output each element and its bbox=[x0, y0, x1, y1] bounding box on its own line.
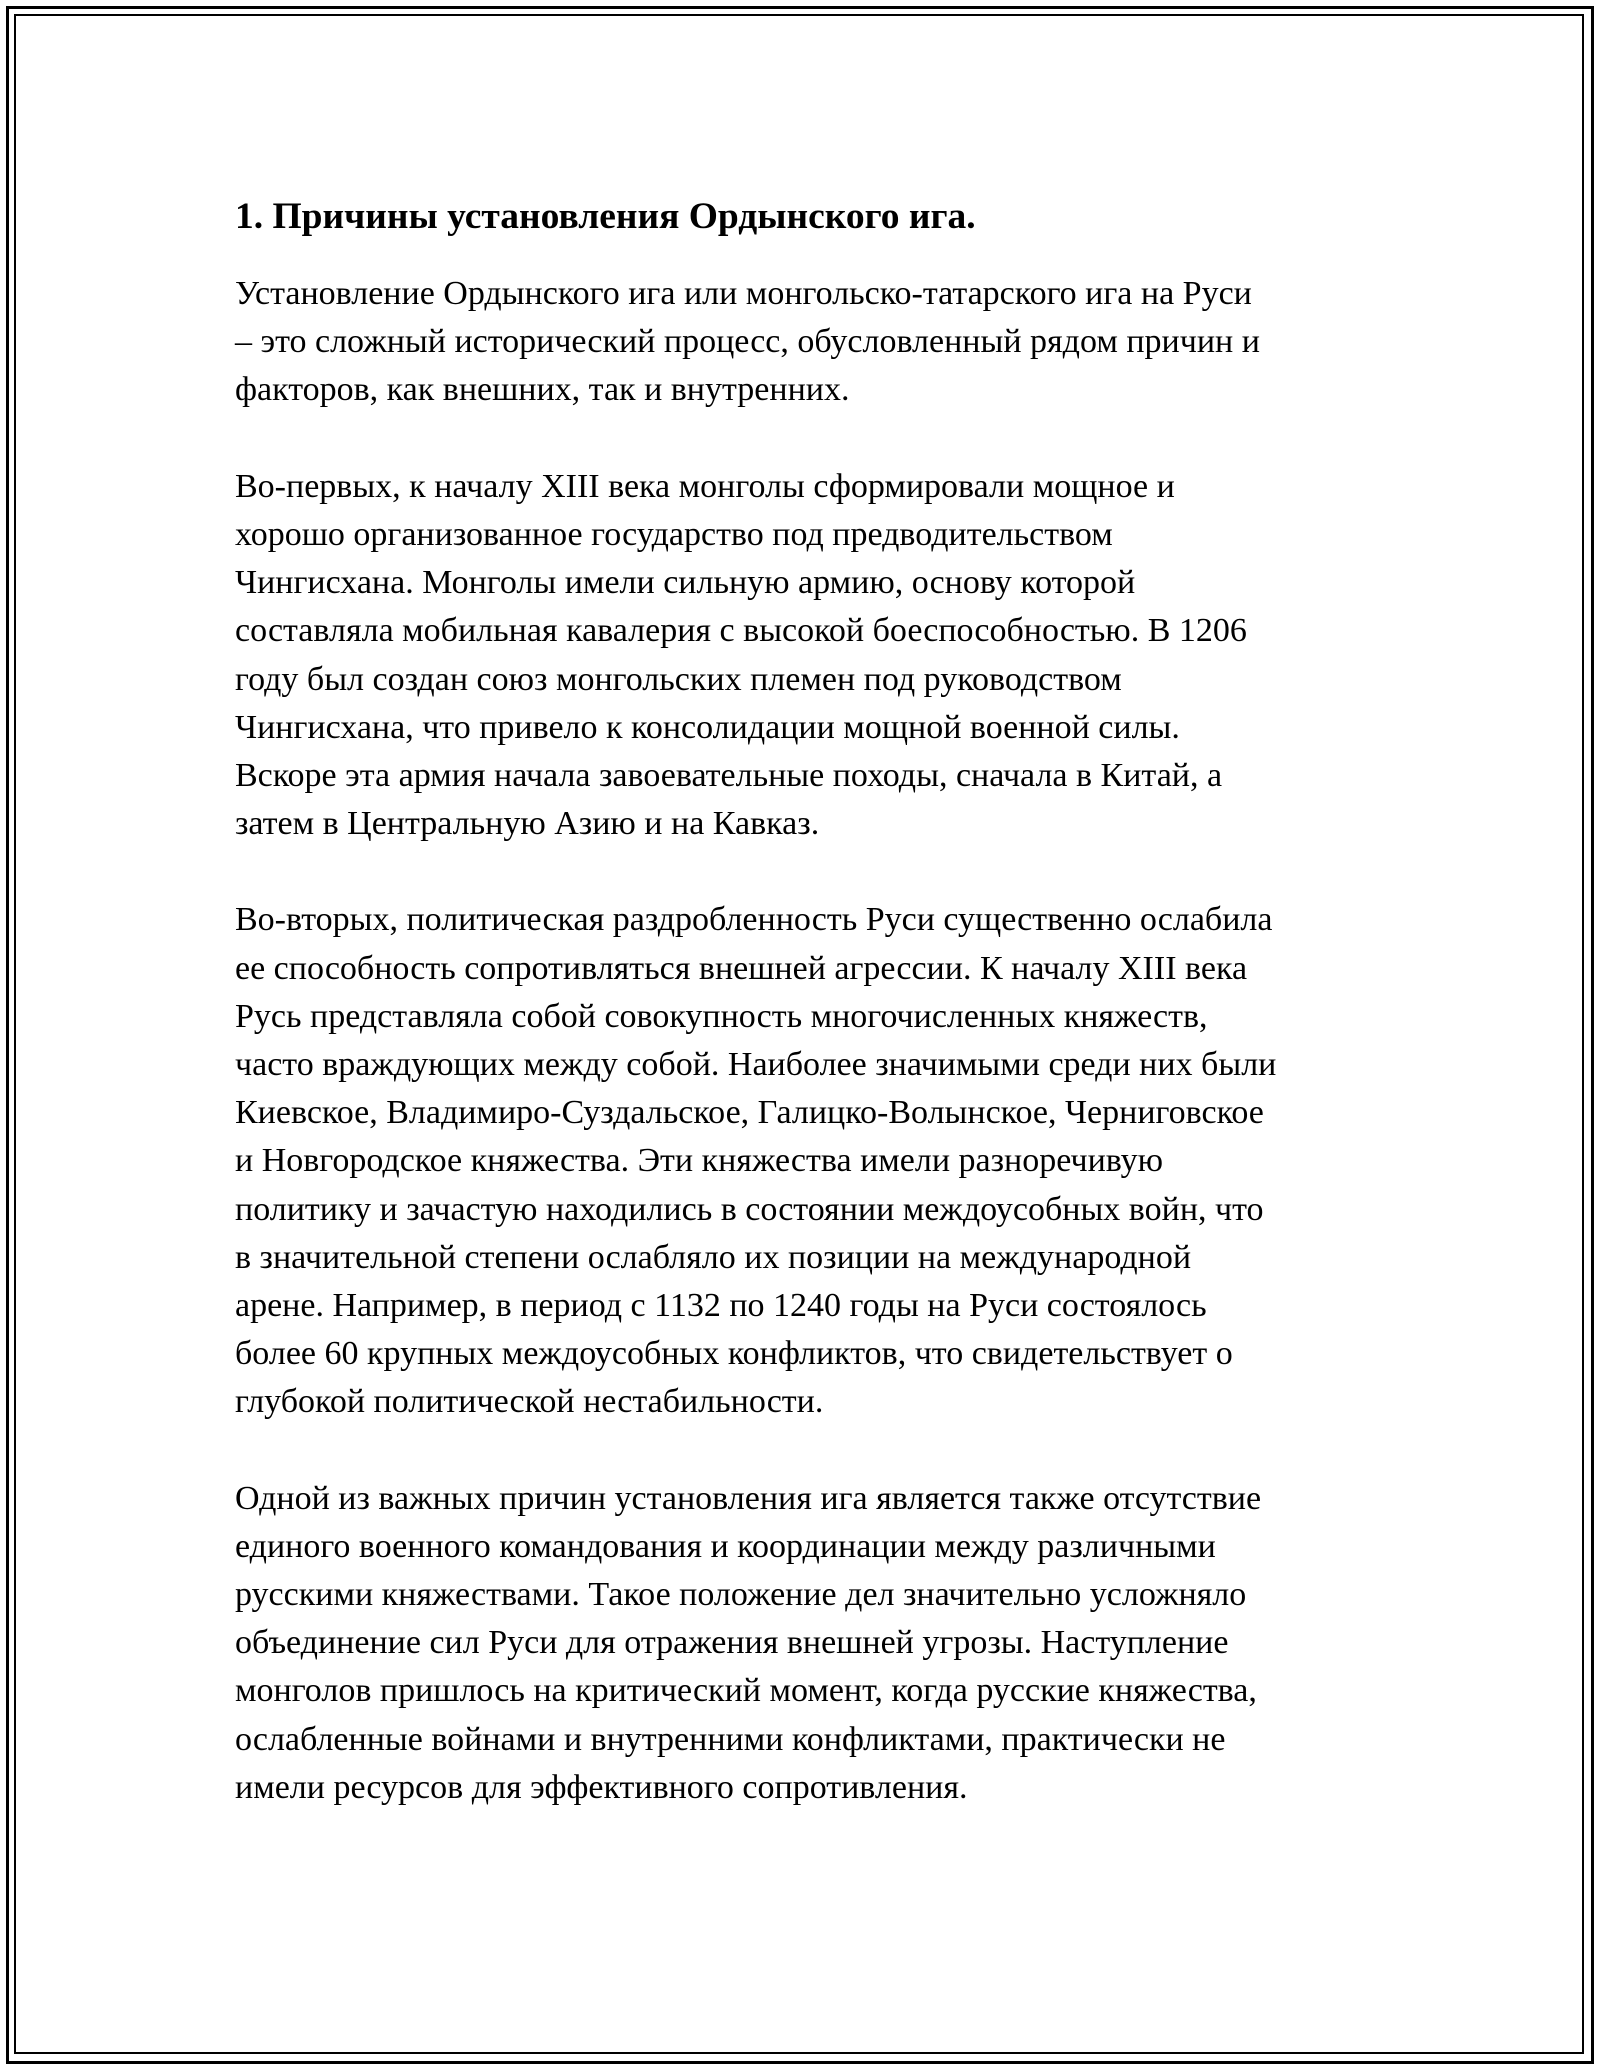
paragraph-intro bbox=[235, 270, 1385, 415]
paragraph-first-reason bbox=[235, 463, 1385, 849]
text-line: русскими княжествами. Такое положение дел значительно усложняло bbox=[235, 1576, 1247, 1614]
document-body bbox=[235, 192, 1385, 1860]
text-line: Русь представляла собой совокупность многочисленных княжеств, bbox=[235, 997, 1208, 1035]
text-line: Чингисхана. Монголы имели сильную армию, основу которой bbox=[235, 564, 1136, 602]
text-line: Во-вторых, политическая раздробленность Руси существенно ослабила bbox=[235, 901, 1273, 939]
text-line: глубокой политической нестабильности. bbox=[235, 1383, 824, 1421]
text-line: ослабленные войнами и внутренними конфликтами, практически не bbox=[235, 1720, 1226, 1758]
text-line: Киевское, Владимиро-Суздальское, Галицко-Волынское, Черниговское bbox=[235, 1094, 1264, 1132]
text-line: имели ресурсов для эффективного сопротивления. bbox=[235, 1768, 968, 1806]
text-line: часто враждующих между собой. Наиболее значимыми среди них были bbox=[235, 1046, 1277, 1083]
text-line: году был создан союз монгольских племен под руководством bbox=[235, 660, 1122, 698]
text-line: хорошо организованное государство под предводительством bbox=[235, 515, 1113, 553]
text-line: ее способность сопротивляться внешней агрессии. К началу XIII века bbox=[235, 949, 1248, 987]
text-line: составляла мобильная кавалерия с высокой боеспособностью. В 1206 bbox=[235, 612, 1247, 650]
text-line: Установление Ордынского ига или монгольско-татарского ига на Руси bbox=[235, 275, 1252, 312]
text-line: объединение сил Руси для отражения внешней угрозы. Наступление bbox=[235, 1624, 1229, 1662]
paragraph-second-reason bbox=[235, 896, 1385, 1426]
text-line: в значительной степени ослабляло их позиции на международной bbox=[235, 1238, 1192, 1276]
text-line: факторов, как внешних, так и внутренних. bbox=[235, 371, 850, 409]
text-line: Во-первых, к началу XIII века монголы сформировали мощное и bbox=[235, 467, 1175, 505]
text-line: арене. Например, в период с 1132 по 1240 годы на Руси состоялось bbox=[235, 1286, 1207, 1324]
paragraph-third-reason bbox=[235, 1475, 1385, 1812]
text-line: более 60 крупных междоусобных конфликтов, что свидетельствует о bbox=[235, 1335, 1233, 1373]
text-line: – это сложный исторический процесс, обусловленный рядом причин и bbox=[235, 323, 1260, 361]
section-heading: 1. Причины установления Ордынского ига. bbox=[235, 196, 976, 237]
text-line: Одной из важных причин установления ига является также отсутствие bbox=[235, 1479, 1262, 1517]
text-line: Вскоре эта армия начала завоевательные походы, сначала в Китай, а bbox=[235, 756, 1223, 794]
text-line: монголов пришлось на критический момент, когда русские княжества, bbox=[235, 1672, 1257, 1710]
text-line: затем в Центральную Азию и на Кавказ. bbox=[235, 805, 820, 843]
text-line: политику и зачастую находились в состоянии междоусобных войн, что bbox=[235, 1190, 1264, 1228]
text-line: и Новгородское княжества. Эти княжества имели разноречивую bbox=[235, 1142, 1164, 1180]
text-line: единого военного командования и координации между различными bbox=[235, 1527, 1216, 1565]
text-line: Чингисхана, что привело к консолидации мощной военной силы. bbox=[235, 708, 1180, 746]
